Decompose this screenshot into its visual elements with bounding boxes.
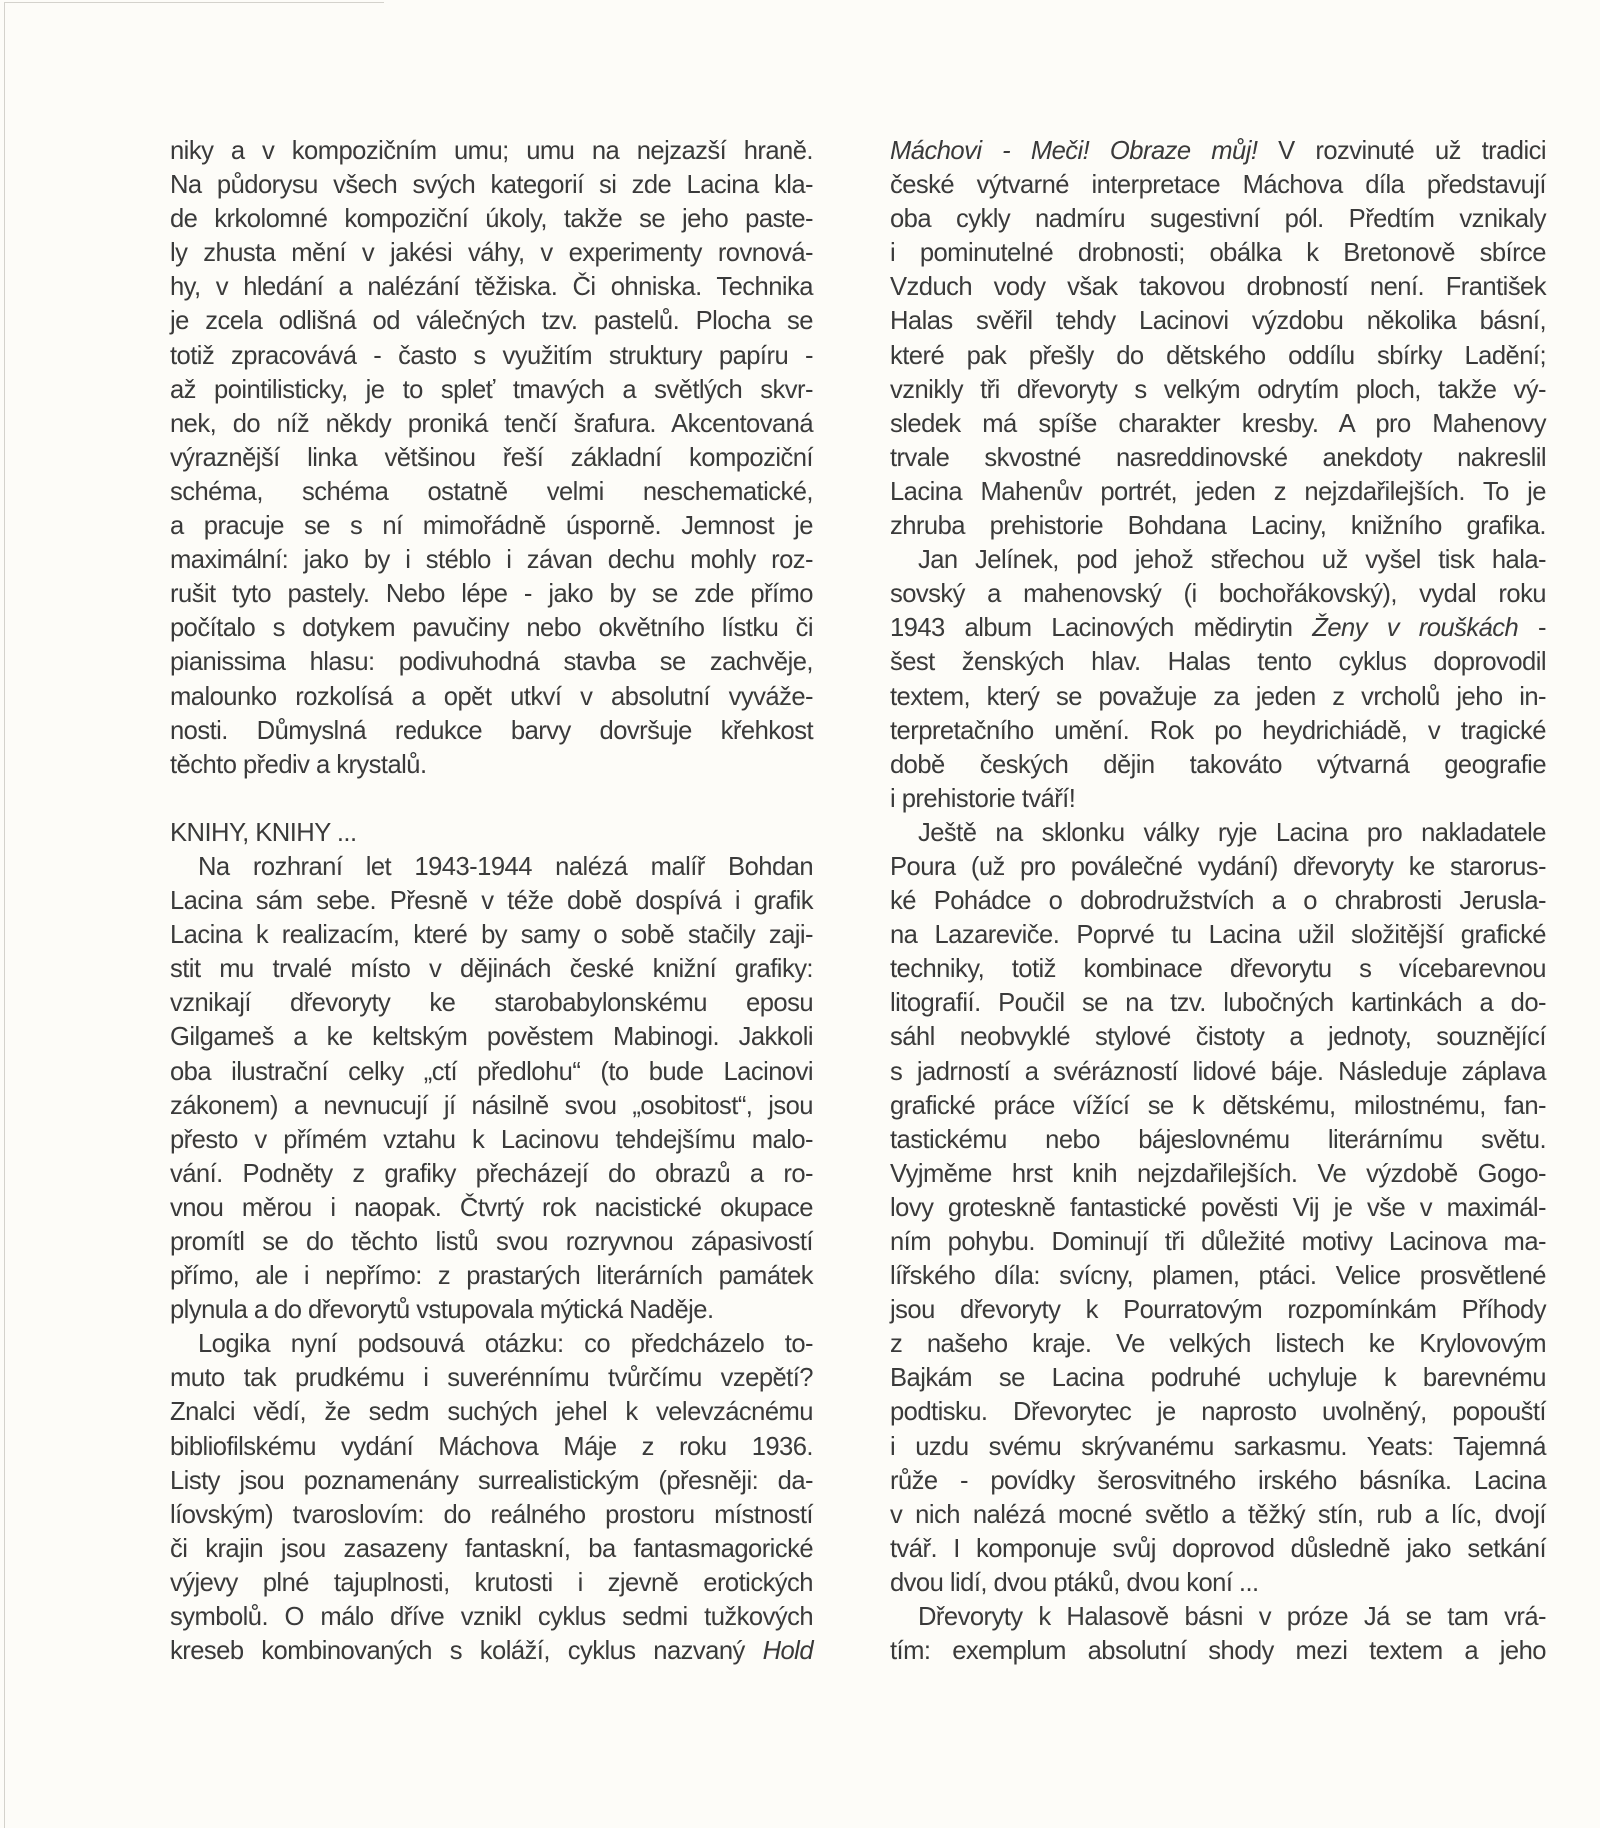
left-column — [170, 134, 813, 1668]
text-line: bibliofilskému vydání Máchova Máje z roku 1936. — [170, 1432, 813, 1461]
text-line: líovským) tvaroslovím: do reálného prostoru místností — [170, 1500, 813, 1529]
text-line: ním pohybu. Dominují tři důležité motivy Lacinova ma- — [890, 1228, 1546, 1256]
text-line: ly zhusta mění v jakési váhy, v experimenty rovnová- — [170, 239, 813, 268]
text-line: je zcela odlišná od válečných tzv. pastelů. Plocha se — [170, 307, 813, 336]
text-line: vání. Podněty z grafiky přecházejí do obrazů a ro- — [170, 1159, 813, 1188]
text-line: či krajin jsou zasazeny fantaskní, ba fantasmagorické — [170, 1534, 813, 1563]
text-line: nek, do níž někdy proniká tenčí šrafura. Akcentovaná — [170, 409, 813, 438]
text-line: podtisku. Dřevorytec je naprosto uvolněný, popouští — [890, 1398, 1546, 1427]
text-line: sledek má spíše charakter kresby. A pro Mahenovy — [890, 409, 1546, 438]
paragraph-books — [170, 850, 813, 1327]
paragraph-pastels — [170, 134, 813, 782]
text-line: oba ilustrační celky „ctí předlohu“ (to bude Lacinovi — [170, 1057, 813, 1086]
text-line: růže - povídky šerosvitného irského básníka. Lacina — [890, 1466, 1546, 1495]
text-line: těchto přediv a krystalů. — [170, 750, 427, 779]
text-line: Listy jsou poznamenány surrealistickým (přesněji: da- — [170, 1466, 813, 1495]
right-column — [890, 134, 1546, 1668]
text-line: rušit tyto pastely. Nebo lépe - jako by se zde přímo — [170, 580, 813, 609]
text-line: tím: exemplum absolutní shody mezi textem a jeho — [890, 1637, 1546, 1666]
section-gap — [170, 782, 813, 816]
text-line: Logika nyní podsouvá otázku: co předcházelo to- — [198, 1330, 813, 1359]
text-line: Lacina sám sebe. Přesně v téže době dospívá i grafik — [170, 887, 813, 916]
text-line: přímo, ale i nepřímo: z prastarých literárních památek — [170, 1262, 813, 1291]
text-line: Vyjměme hrst knih nejzdařilejších. Ve výzdobě Gogo- — [890, 1159, 1546, 1188]
text-line: niky a v kompozičním umu; umu na nejzazší hraně. — [170, 137, 813, 165]
text-line: počítalo s dotykem pavučiny nebo okvětního lístku či — [170, 614, 813, 643]
text-line: Na půdorysu všech svých kategorií si zde Lacina kla- — [170, 171, 813, 200]
text-line: šest ženských hlav. Halas tento cyklus doprovodil — [890, 648, 1546, 677]
text-line: vznikly tři dřevoryty s velkým odrytím ploch, takže vý- — [890, 375, 1546, 404]
text-line: a pracuje se s ní mimořádně úsporně. Jemnost je — [170, 512, 813, 541]
text-line: oba cykly nadmíru sugestivní pól. Předtím vznikaly — [890, 205, 1546, 234]
text-line: až pointilisticky, je to spleť tmavých a světlých skvr- — [170, 375, 813, 404]
text-line: vznikají dřevoryty ke starobabylonskému eposu — [170, 989, 813, 1018]
text-line: tastickému nebo bájeslovnému literárnímu světu. — [890, 1125, 1546, 1154]
text-line: i pominutelné drobnosti; obálka k Bretonově sbírce — [890, 239, 1546, 268]
text-line: výjevy plné tajuplnosti, krutosti i zjevně erotických — [170, 1568, 813, 1597]
text-line: výraznější linka většinou řeší základní kompoziční — [170, 443, 813, 472]
text-line: sáhl neobvyklé stylové čistoty a jednoty, souznějící — [890, 1023, 1546, 1052]
text-line: Lacina Mahenův portrét, jeden z nejzdařilejších. To je — [890, 477, 1546, 506]
text-line: přesto v přímém vztahu k Lacinovu tehdejšímu malo- — [170, 1125, 813, 1154]
text-line: v nich nalézá mocné světlo a těžký stín, rub a líc, dvojí — [890, 1500, 1546, 1529]
italic-title: Hold — [762, 1637, 813, 1666]
text-line: nosti. Důmyslná redukce barvy dovršuje křehkost — [170, 716, 813, 745]
text-line: schéma, schéma ostatně velmi neschematické, — [170, 477, 813, 506]
text-line: stit mu trvalé místo v dějinách české knižní grafiky: — [170, 955, 813, 984]
text-line: promítl se do těchto listů svou rozryvnou zápasivostí — [170, 1228, 813, 1256]
text-line: symbolů. O málo dříve vznikl cyklus sedmi tužkových — [170, 1603, 813, 1632]
text-line: terpretačního umění. Rok po heydrichiádě, v tragické — [890, 716, 1546, 745]
text-line: Jan Jelínek, pod jehož střechou už vyšel tisk hala- — [918, 546, 1546, 575]
paragraph-war-end — [890, 816, 1546, 1600]
paragraph-halas-woodcuts — [890, 1600, 1546, 1668]
text-line: muto tak prudkému i suverénnímu tvůrčímu vzepětí? — [170, 1364, 813, 1393]
text-line: hy, v hledání a nalézání těžiska. Či ohniska. Technika — [170, 273, 813, 302]
text-line: které pak přešly do dětského oddílu sbírky Ladění; — [890, 341, 1546, 370]
text-line: plynula a do dřevorytů vstupovala mýtická Naděje. — [170, 1296, 714, 1325]
page-edge — [4, 2, 384, 3]
paragraph-jelinek — [890, 543, 1546, 816]
text-span: V rozvinuté už tradici — [1257, 137, 1546, 165]
text-span: kreseb kombinovaných s koláží, cyklus nazvaný — [170, 1637, 763, 1666]
text-line: Gilgameš a ke keltským pověstem Mabinogi. Jakkoli — [170, 1023, 813, 1052]
page-edge — [4, 2, 5, 1828]
text-line: Na rozhraní let 1943-1944 nalézá malíř Bohdan — [198, 852, 813, 881]
paragraph-macha — [890, 134, 1546, 543]
text-line: sovský a mahenovský (i bochořákovský), vydal roku — [890, 580, 1546, 609]
text-line: jsou dřevoryty k Pourratovým rozpomínkám Příhody — [890, 1296, 1546, 1325]
text-line: Poura (už pro poválečné vydání) dřevoryty ke starorus- — [890, 852, 1546, 881]
text-line: de krkolomné kompoziční úkoly, takže se jeho paste- — [170, 205, 813, 234]
text-line — [170, 1634, 813, 1668]
text-line: Dřevoryty k Halasově básni v próze Já se tam vrá- — [918, 1603, 1546, 1632]
paragraph-logic — [170, 1327, 813, 1668]
text-line: dvou lidí, dvou ptáků, dvou koní ... — [890, 1568, 1259, 1597]
text-line: Ještě na sklonku války ryje Lacina pro nakladatele — [918, 818, 1546, 847]
text-line: lířského díla: svícny, plamen, ptáci. Velice prosvětlené — [890, 1262, 1546, 1291]
text-line: textem, který se považuje za jeden z vrcholů jeho in- — [890, 682, 1546, 711]
text-line: trvale skvostné nasreddinovské anekdoty nakreslil — [890, 443, 1546, 472]
section-heading: KNIHY, KNIHY ... — [170, 818, 357, 847]
italic-title: Ženy v rouškách — [1312, 614, 1519, 643]
text-line: tvář. I komponuje svůj doprovod důsledně jako setkání — [890, 1534, 1546, 1563]
text-line: české výtvarné interpretace Máchova díla představují — [890, 171, 1546, 200]
text-line — [890, 134, 1546, 168]
italic-title: Máchovi - Meči! Obraze můj! — [890, 137, 1258, 165]
text-line: na Lazareviče. Poprvé tu Lacina užil složitější grafické — [890, 921, 1546, 950]
text-line: době českých dějin takováto výtvarná geografie — [890, 750, 1546, 779]
text-line: ké Pohádce o dobrodružstvích a o chrabrosti Jerusla- — [890, 887, 1546, 916]
text-span: 1943 album Lacinových mědirytin — [890, 614, 1313, 643]
text-line: maximální: jako by i stéblo i závan dechu mohly roz- — [170, 546, 813, 575]
text-line: i prehistorie tváří! — [890, 784, 1076, 813]
text-line: Bajkám se Lacina podruhé uchyluje k barevnému — [890, 1364, 1546, 1393]
text-line: Halas svěřil tehdy Lacinovi výzdobu několika básní, — [890, 307, 1546, 336]
text-line — [890, 611, 1546, 645]
text-line: grafické práce vížící se k dětskému, milostnému, fan- — [890, 1091, 1546, 1120]
text-line: techniky, totiž kombinace dřevorytu s vícebarevnou — [890, 955, 1546, 984]
text-line: s jadrností a svérázností lidové báje. Následuje záplava — [890, 1057, 1546, 1086]
text-line: Vzduch vody však takovou drobností není. František — [890, 273, 1546, 302]
text-line: Lacina k realizacím, které by samy o sobě stačily zaji- — [170, 921, 813, 950]
text-line: vnou měrou i naopak. Čtvrtý rok nacistické okupace — [170, 1193, 813, 1222]
text-line: malounko rozkolísá a opět utkví v absolutní vyváže- — [170, 682, 813, 711]
text-line: i uzdu svému skrývanému sarkasmu. Yeats: Tajemná — [890, 1432, 1546, 1461]
text-line: z našeho kraje. Ve velkých listech ke Krylovovým — [890, 1330, 1546, 1359]
text-span: - — [1518, 614, 1546, 643]
text-line: lovy groteskně fantastické pověsti Vij je vše v maximál- — [890, 1193, 1546, 1222]
text-line: pianissima hlasu: podivuhodná stavba se zachvěje, — [170, 648, 813, 677]
text-line: litografií. Poučil se na tzv. lubočných kartinkách a do- — [890, 989, 1546, 1018]
text-line: zákonem) a nevnucují jí násilně svou „osobitost“, jsou — [170, 1091, 813, 1120]
text-line: totiž zpracovává - často s využitím struktury papíru - — [170, 341, 813, 370]
text-line: zhruba prehistorie Bohdana Laciny, knižního grafika. — [890, 512, 1546, 541]
text-line: Znalci vědí, že sedm suchých jehel k velevzácnému — [170, 1398, 813, 1427]
